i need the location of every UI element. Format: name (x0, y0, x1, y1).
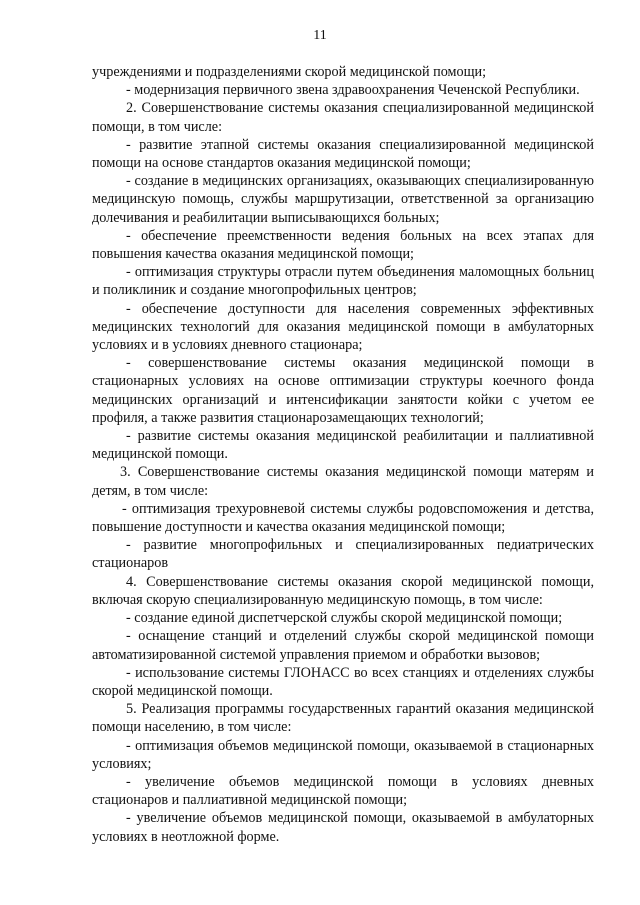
list-item: - оптимизация структуры отрасли путем объединения маломощных больниц и поликлиник и создание многопрофильных центров; (92, 264, 594, 299)
list-item: - оснащение станций и отделений службы скорой медицинской помощи автоматизированной системой управления приемом и обработки вызовов; (92, 628, 594, 663)
list-item: - развитие системы оказания медицинской реабилитации и паллиативной медицинской помощи. (92, 428, 594, 463)
section-heading-5: 5. Реализация программы государственных гарантий оказания медицинской помощи населению, в том числе: (92, 701, 594, 736)
list-item: - развитие многопрофильных и специализированных педиатрических стационаров (92, 537, 594, 572)
section-heading-3: 3. Совершенствование системы оказания медицинской помощи матерям и детям, в том числе: (92, 464, 594, 499)
list-item: - обеспечение преемственности ведения больных на всех этапах для повышения качества оказания медицинской помощи; (92, 227, 594, 263)
document-body (92, 63, 594, 846)
paragraph-continuation: учреждениями и подразделениями скорой медицинской помощи; (92, 64, 487, 80)
section-heading-4: 4. Совершенствование системы оказания скорой медицинской помощи, включая скорую специализированную медицинскую помощь, в том числе: (92, 573, 594, 608)
page-number: 11 (313, 28, 327, 43)
list-item: - оптимизация трехуровневой системы службы родовспоможения и детства, повышение доступности и качества оказания медицинской помощи; (92, 500, 594, 536)
list-item: - обеспечение доступности для населения современных эффективных медицинских технологий для оказания медицинской помощи в амбулаторных условиях и в условиях дневного стационара; (92, 300, 594, 354)
list-item: - развитие этапной системы оказания специализированной медицинской помощи на основе стандартов оказания медицинской помощи; (92, 136, 594, 172)
list-item: - оптимизация объемов медицинской помощи, оказываемой в стационарных условиях; (92, 737, 594, 772)
list-item: - совершенствование системы оказания медицинской помощи в стационарных условиях на основе оптимизации структуры коечного фонда медицинских организаций и интенсификации занятости койки с учетом ее профиля, а также развития стационарозамещающих технологий; (92, 355, 594, 426)
list-item: - создание в медицинских организациях, оказывающих специализированную медицинскую помощь, службы маршрутизации, ответственной за организацию долечивания и реабилитации выписывающихся больных; (92, 173, 594, 226)
list-item: - создание единой диспетчерской службы скорой медицинской помощи; (126, 610, 563, 627)
list-item: - использование системы ГЛОНАСС во всех станциях и отделениях службы скорой медицинской помощи. (92, 664, 594, 699)
list-item: - увеличение объемов медицинской помощи, оказываемой в амбулаторных условиях в неотложной форме. (92, 810, 594, 845)
section-heading-2: 2. Совершенствование системы оказания специализированной медицинской помощи, в том числе: (92, 100, 594, 135)
list-item: - увеличение объемов медицинской помощи в условиях дневных стационаров и паллиативной медицинской помощи; (92, 773, 594, 809)
list-item: - модернизация первичного звена здравоохранения Чеченской Республики. (126, 82, 580, 99)
